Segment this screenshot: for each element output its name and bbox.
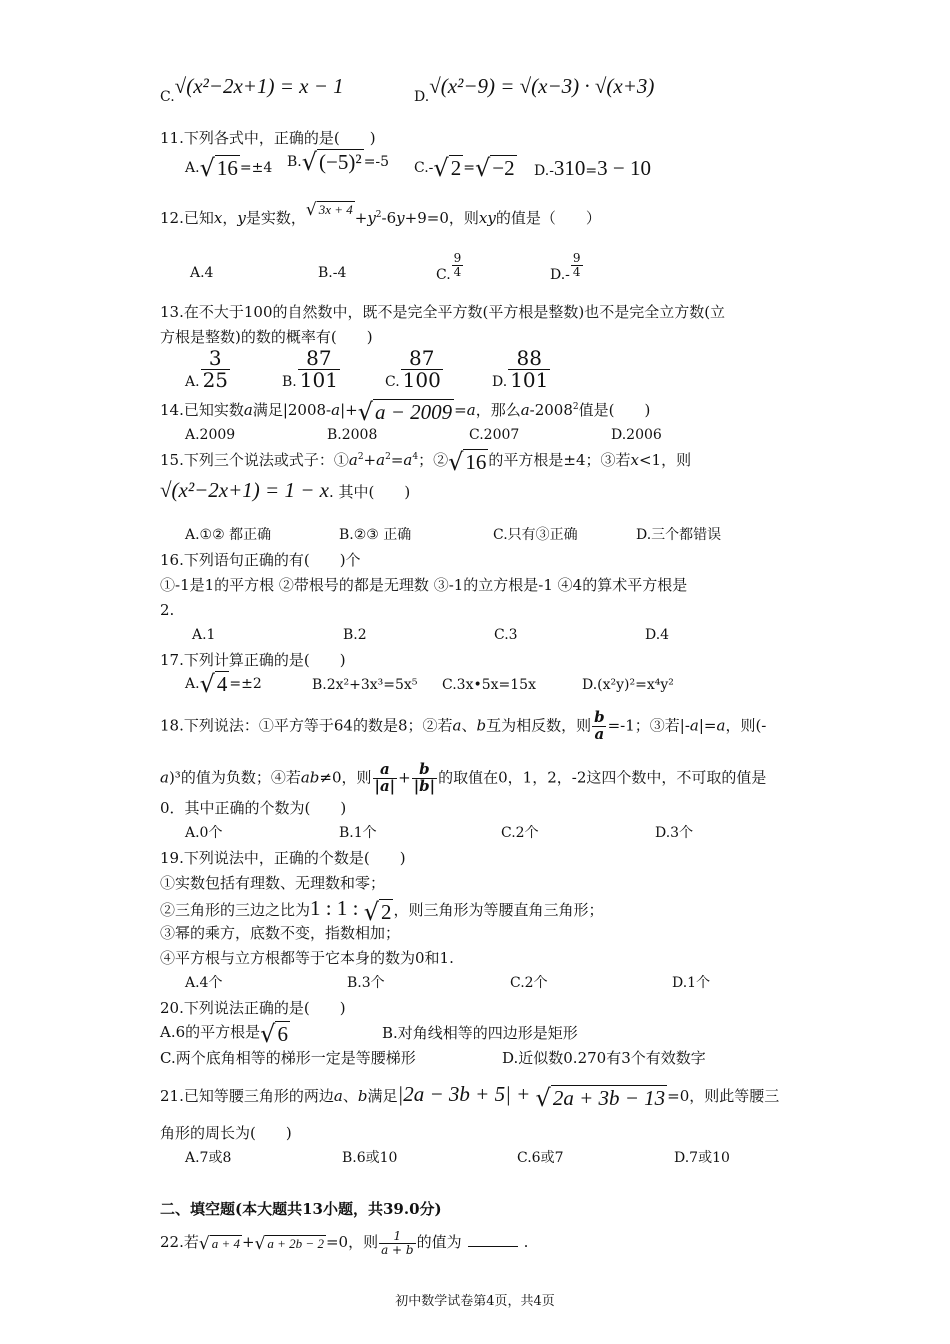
option-label: D.- (550, 267, 570, 284)
radicand: −2 (492, 156, 515, 180)
q21-line2: 角形的周长为( ) (160, 1124, 292, 1142)
text: + (363, 451, 377, 469)
q16-option-c: C.3 (494, 627, 518, 643)
q11-option-b (287, 148, 390, 176)
section-title: 二、填空题(本大题共13小题，共39.0分) (160, 1200, 442, 1218)
option-label: B. (282, 373, 297, 390)
option-label: C. (436, 267, 451, 284)
q17-option-d: D.(x²y)²=x⁴y² (582, 677, 674, 693)
var: xy (478, 209, 496, 227)
sqrt: √ a + 4 (198, 1233, 240, 1254)
q20-option-b: B.对角线相等的四边形是矩形 (382, 1024, 578, 1042)
fraction (412, 762, 437, 795)
q21-option-a: A.7或8 (185, 1150, 232, 1166)
equals: = (463, 160, 475, 176)
q12-option-a: A.4 (190, 265, 214, 281)
sqrt: √ a + 2b − 2 (254, 1233, 324, 1254)
exponent: 2 (357, 452, 364, 462)
radicand: a + 2b − 2 (267, 1235, 324, 1251)
text: =-1；③若|- (607, 716, 690, 735)
option-text: =±4 (239, 160, 273, 176)
q20-option-a (160, 1019, 290, 1048)
fraction (452, 252, 464, 278)
math-expression: |2a − 3b + 5| + (397, 1082, 536, 1106)
radicand: a − 2009 (374, 399, 453, 424)
exponent: 2 (385, 452, 391, 462)
option-label: D. (492, 373, 508, 390)
text: 15.下列三个说法或式子：① (160, 451, 349, 469)
math-expression: 3 − 10 (597, 156, 651, 180)
radicand: (−5)² (319, 150, 362, 174)
denominator: 101 (510, 368, 549, 392)
q14-option-c: C.2007 (469, 427, 520, 443)
q16-option-b: B.2 (343, 627, 367, 643)
q12-option-d (550, 251, 584, 284)
text: =0，则 (325, 1233, 379, 1252)
q13-option-a (185, 348, 231, 391)
q14-stem (160, 397, 651, 426)
var: a (331, 401, 341, 419)
q15-option-a: A.①② 都正确 (185, 527, 272, 543)
denominator: 4 (453, 264, 462, 279)
text: ，则(- (725, 716, 767, 735)
option-text: =±2 (229, 676, 262, 692)
minus-sign: - (549, 163, 554, 179)
option-text: A.6的平方根是 (160, 1023, 261, 1041)
q19-option-d: D.1个 (672, 975, 711, 991)
q13-option-b (282, 348, 341, 391)
sqrt: √16 (199, 154, 238, 182)
text: |= (698, 716, 717, 735)
option-label: A. (185, 160, 200, 176)
radicand: 2 (380, 899, 392, 924)
sqrt: √2a + 3b − 13 (535, 1083, 666, 1112)
q19-stem: 19.下列说法中，正确的个数是( ) (160, 849, 406, 867)
numerator: 87 (306, 346, 332, 370)
q10-option-c (160, 74, 344, 107)
q19-option-b: B.3个 (347, 975, 385, 991)
text: -6 (381, 209, 397, 227)
q12-stem: 12.已知x，y是实数，√ $3x + 4 +y^2-6y+9=0$，则xy的值是（ ） (160, 199, 601, 227)
var: x (630, 451, 639, 469)
var: a (348, 451, 358, 469)
numerator: 88 (516, 346, 542, 370)
text: ，那么 (475, 401, 521, 419)
math-expression: √(x²−2x+1) = x − 1 (174, 74, 344, 98)
q16-option-d: D.4 (645, 627, 670, 643)
numerator: a (379, 760, 390, 778)
text: 值是( ) (578, 401, 651, 419)
q17-option-b: B.2x²+3x³=5x⁵ (312, 677, 418, 693)
q18-option-d: D.3个 (655, 825, 694, 841)
text: 互为相反数，则 (486, 716, 592, 735)
text: 12.已知 (160, 209, 214, 227)
radicand: a + 4 (211, 1235, 240, 1251)
denominator: a + b (381, 1242, 414, 1257)
var: a (689, 716, 699, 735)
q18-line3: 0．其中正确的个数为( ) (160, 799, 347, 817)
text: 22.若 (160, 1233, 199, 1252)
sqrt: √2 (433, 154, 462, 182)
option-label: A. (185, 373, 200, 390)
q11-option-c (414, 154, 517, 182)
q14-option-a: A.2009 (185, 427, 236, 443)
q16-line2: ①-1是1的平方根 ②带根号的都是无理数 ③-1的立方根是-1 ④4的算术平方根是 (160, 576, 688, 594)
q15-line2 (160, 480, 410, 502)
option-label: B. (287, 154, 302, 170)
var: y (237, 209, 246, 227)
text: 21.已知等腰三角形的两边 (160, 1087, 334, 1105)
q18-line2 (160, 762, 766, 795)
text: + (398, 768, 411, 787)
text: ≠0，则 (319, 768, 372, 787)
q11-stem: 11.下列各式中，正确的是( ) (160, 129, 376, 147)
text: + (241, 1233, 255, 1252)
q19-statement-4: ④平方根与立方根都等于它本身的数为0和1. (160, 949, 454, 967)
sqrt: √2 (363, 897, 392, 926)
math-expression: √(x²−2x+1) = 1 − x (160, 478, 329, 502)
text: 满足|2008- (252, 401, 332, 419)
math-expression: 1 : 1 : (310, 896, 364, 920)
denominator: 25 (202, 368, 229, 392)
var: b (357, 1087, 368, 1105)
q21-line1 (160, 1082, 780, 1112)
q16-stem: 16.下列语句正确的有( )个 (160, 551, 361, 569)
radicand: 2a + 3b − 13 (552, 1085, 666, 1110)
answer-blank[interactable] (468, 1232, 518, 1247)
q20-stem: 20.下列说法正确的是( ) (160, 999, 346, 1017)
text: -2008 (529, 401, 573, 419)
q18-option-c: C.2个 (501, 825, 539, 841)
option-label: A. (185, 676, 200, 692)
numerator: 87 (409, 346, 435, 370)
text: )³的值为负数；④若 (168, 768, 301, 787)
text: . (523, 1233, 529, 1252)
q19-option-c: C.2个 (510, 975, 548, 991)
q15-option-c: C.只有③正确 (493, 527, 578, 543)
numerator: 9 (453, 251, 462, 265)
q15-line1 (160, 447, 692, 476)
q19-option-a: A.4个 (185, 975, 223, 991)
radicand: 16 (216, 156, 238, 180)
q13-option-d (492, 348, 551, 391)
q22-stem (160, 1230, 528, 1256)
q10-option-d (414, 74, 655, 107)
q16-option-a: A.1 (192, 627, 216, 643)
q15-option-b: B.②③ 正确 (339, 527, 412, 543)
q13-line2: 方根是整数)的数的概率有( ) (160, 328, 373, 346)
option-label: D. (534, 163, 550, 179)
q11-option-d (534, 158, 651, 181)
fraction (508, 348, 550, 391)
q20-option-c: C.两个底角相等的梯形一定是等腰梯形 (160, 1049, 416, 1067)
q13-line1: 13.在不大于100的自然数中，既不是完全平方数(平方根是整数)也不是完全立方数(立 (160, 303, 726, 321)
numerator: 1 (393, 1229, 402, 1243)
page-footer: 初中数学试卷第4页，共4页 (395, 1294, 555, 1309)
q15-option-d: D.三个都错误 (636, 527, 722, 543)
text: 、 (461, 716, 477, 735)
q17-option-c: C.3x•5x=15x (442, 677, 536, 693)
var: y (396, 209, 405, 227)
numerator: 3 (208, 346, 222, 370)
denominator: 101 (299, 368, 338, 392)
math-expression: √(x²−9) = √(x−3) · √(x+3) (429, 74, 655, 98)
exponent: 2 (572, 402, 579, 412)
text: 的平方根是±4；③若 (488, 451, 631, 469)
radicand: 2 (450, 156, 462, 180)
fraction (571, 252, 583, 278)
q14-option-d: D.2006 (611, 427, 662, 443)
q14-option-b: B.2008 (327, 427, 378, 443)
q21-option-d: D.7或10 (674, 1150, 730, 1166)
fraction (401, 348, 443, 391)
q19-statement-2 (160, 896, 604, 926)
var: a (376, 451, 386, 469)
var: a (520, 401, 530, 419)
sqrt: √ 3x + 4 (305, 199, 353, 220)
text: |+ (340, 401, 358, 419)
text: = (390, 451, 404, 469)
var: x (213, 209, 223, 227)
option-label: D. (414, 89, 430, 105)
denominator: |b| (413, 776, 436, 795)
q18-option-a: A.0个 (185, 825, 223, 841)
option-label: C. (414, 160, 429, 176)
radicand: 3x + 4 (318, 201, 353, 217)
var: b (476, 716, 487, 735)
denominator: a (594, 724, 605, 743)
q17-option-a (185, 670, 262, 698)
fraction (373, 762, 398, 795)
text: 、 (342, 1087, 358, 1105)
sqrt: √a − 2009 (357, 397, 453, 426)
text: = (454, 401, 467, 419)
var: a (243, 401, 253, 419)
fraction (379, 1230, 416, 1256)
var: ab (300, 768, 320, 787)
text: . 其中( ) (328, 483, 411, 501)
sqrt: √16 (448, 447, 487, 476)
radicand: 16 (465, 449, 487, 474)
math-expression: 310 (553, 156, 586, 180)
q20-option-d: D.近似数0.270有3个有效数字 (502, 1049, 706, 1067)
sqrt: √(−5)² (301, 148, 362, 176)
var: a (452, 716, 462, 735)
q21-option-b: B.6或10 (342, 1150, 398, 1166)
q12-option-b: B.-4 (318, 265, 347, 281)
sqrt: √6 (260, 1019, 288, 1048)
text: + (354, 209, 368, 227)
text: 是实数， (245, 209, 306, 227)
text: ，则三角形为等腰直角三角形； (393, 901, 604, 919)
fraction (592, 710, 607, 743)
text: 的取值在0，1，2，-2这四个数中，不可取的值是 (438, 768, 767, 787)
text: 18.下列说法：①平方等于64的数是8；②若 (160, 716, 453, 735)
var: a (466, 401, 476, 419)
denominator: |a| (374, 776, 396, 795)
text: 14.已知实数 (160, 401, 244, 419)
numerator: 9 (572, 251, 581, 265)
exponent: 4 (412, 452, 419, 462)
q11-option-a (185, 154, 273, 182)
var: y (367, 209, 376, 227)
var: a (716, 716, 726, 735)
q18-line1 (160, 710, 766, 743)
numerator: b (419, 760, 430, 778)
denominator: 100 (402, 368, 441, 392)
sqrt: √−2 (474, 154, 515, 182)
fraction (298, 348, 340, 391)
option-label: C. (385, 373, 400, 390)
radicand: 6 (277, 1021, 288, 1046)
fraction (201, 348, 230, 391)
q13-option-c (385, 348, 444, 391)
option-label: C. (160, 89, 175, 105)
q17-stem: 17.下列计算正确的是( ) (160, 651, 346, 669)
var: a (333, 1087, 343, 1105)
q12-option-c (436, 251, 464, 284)
var: a (160, 768, 169, 787)
text: 的值为 (416, 1233, 462, 1252)
text: =0，则此等腰三 (667, 1087, 780, 1105)
q18-option-b: B.1个 (339, 825, 377, 841)
radicand: 4 (216, 672, 228, 696)
text: 的值是（ ） (495, 209, 601, 227)
equals: = (585, 163, 598, 179)
var: a (403, 451, 413, 469)
q16-line3: 2. (160, 601, 175, 619)
text: ， (222, 209, 238, 227)
q19-statement-1: ①实数包括有理数、无理数和零； (160, 874, 386, 892)
denominator: 4 (572, 264, 581, 279)
text: ；② (418, 451, 449, 469)
numerator: b (594, 708, 605, 726)
minus-sign: - (428, 160, 434, 176)
option-text: =-5 (363, 154, 390, 170)
sqrt: √4 (199, 670, 228, 698)
text: 满足 (367, 1087, 398, 1105)
text: <1，则 (638, 451, 692, 469)
q21-option-c: C.6或7 (517, 1150, 564, 1166)
q19-statement-3: ③幂的乘方，底数不变，指数相加； (160, 924, 401, 942)
text: +9=0，则 (404, 209, 479, 227)
text: ②三角形的三边之比为 (160, 901, 311, 919)
